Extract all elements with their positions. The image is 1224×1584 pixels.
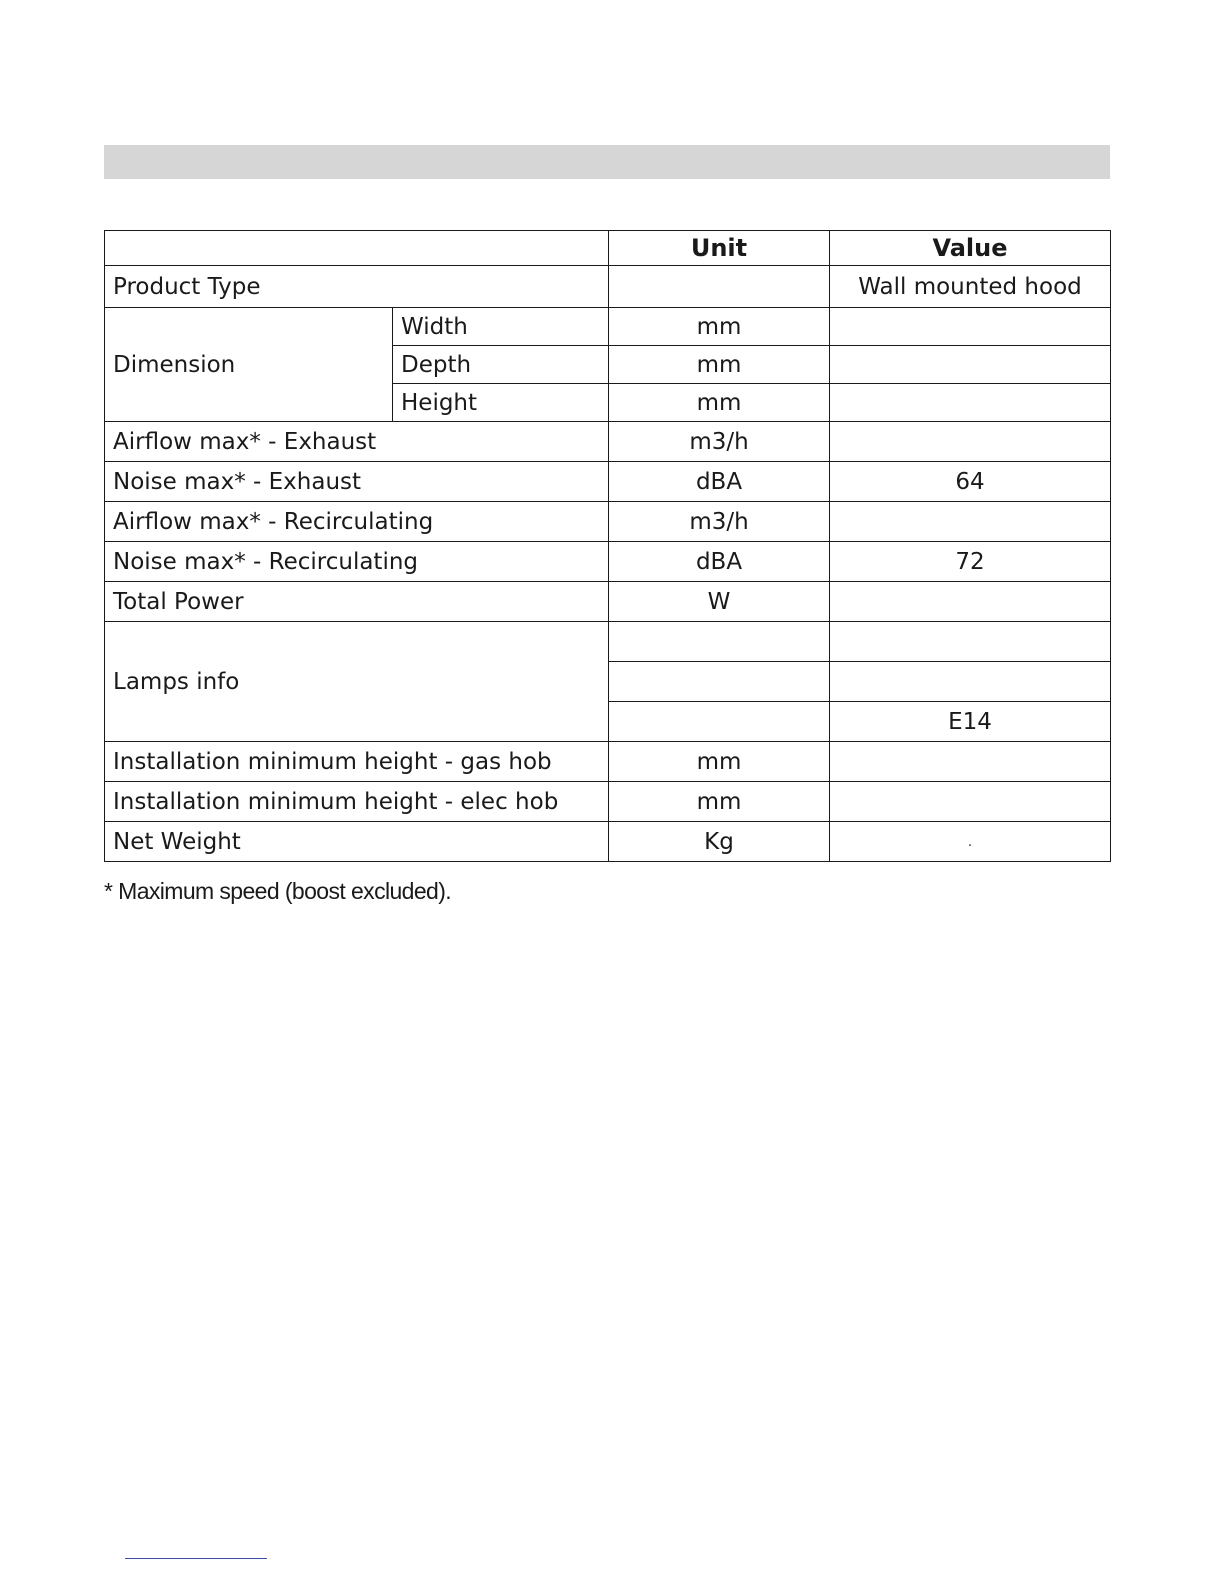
row-unit: mm <box>609 742 830 782</box>
table-row-dimension-width <box>105 308 1111 346</box>
row-value <box>830 622 1111 662</box>
row-value <box>830 384 1111 422</box>
row-unit: dBA <box>609 462 830 502</box>
row-label: Noise max* - Exhaust <box>105 462 609 502</box>
footer-rule <box>125 1558 267 1559</box>
row-label: Airflow max* - Exhaust <box>105 422 609 462</box>
specification-table <box>104 230 1111 862</box>
table-row-install-gas <box>105 742 1111 782</box>
row-label: Noise max* - Recirculating <box>105 542 609 582</box>
row-unit: mm <box>609 782 830 822</box>
row-value <box>830 662 1111 702</box>
row-label: Net Weight <box>105 822 609 862</box>
table-row-net-weight <box>105 822 1111 862</box>
header-label-cell <box>105 231 609 266</box>
row-label: Installation minimum height - gas hob <box>105 742 609 782</box>
row-unit: dBA <box>609 542 830 582</box>
table-row-airflow-exhaust <box>105 422 1111 462</box>
section-header-bar <box>104 145 1110 179</box>
row-unit <box>609 662 830 702</box>
row-label: Product Type <box>105 266 609 308</box>
row-value <box>830 742 1111 782</box>
table-row-noise-exhaust <box>105 462 1111 502</box>
row-unit: mm <box>609 346 830 384</box>
row-label: Total Power <box>105 582 609 622</box>
dimension-label: Dimension <box>105 308 393 422</box>
row-unit: mm <box>609 308 830 346</box>
table-row-install-elec <box>105 782 1111 822</box>
row-label: Airflow max* - Recirculating <box>105 502 609 542</box>
row-value: E14 <box>830 702 1111 742</box>
row-unit <box>609 622 830 662</box>
row-value <box>830 422 1111 462</box>
footnote: * Maximum speed (boost excluded). <box>104 878 452 904</box>
lamps-label: Lamps info <box>105 622 609 742</box>
row-unit: m3/h <box>609 502 830 542</box>
row-value: . <box>830 822 1111 862</box>
row-label: Installation minimum height - elec hob <box>105 782 609 822</box>
table-row-product-type <box>105 266 1111 308</box>
row-unit: mm <box>609 384 830 422</box>
row-unit: W <box>609 582 830 622</box>
row-value <box>830 346 1111 384</box>
row-value: Wall mounted hood <box>830 266 1111 308</box>
row-value: 64 <box>830 462 1111 502</box>
table-row-airflow-recirculating <box>105 502 1111 542</box>
row-value <box>830 502 1111 542</box>
row-sublabel: Width <box>393 308 609 346</box>
header-unit-cell: Unit <box>609 231 830 266</box>
table-header-row <box>105 231 1111 266</box>
table-row-noise-recirculating <box>105 542 1111 582</box>
row-sublabel: Depth <box>393 346 609 384</box>
row-value <box>830 582 1111 622</box>
header-value-cell: Value <box>830 231 1111 266</box>
row-value: 72 <box>830 542 1111 582</box>
row-unit <box>609 266 830 308</box>
row-value <box>830 782 1111 822</box>
row-unit: m3/h <box>609 422 830 462</box>
row-sublabel: Height <box>393 384 609 422</box>
table-row-lamps-1 <box>105 622 1111 662</box>
row-value <box>830 308 1111 346</box>
row-unit: Kg <box>609 822 830 862</box>
table-row-total-power <box>105 582 1111 622</box>
row-unit <box>609 702 830 742</box>
